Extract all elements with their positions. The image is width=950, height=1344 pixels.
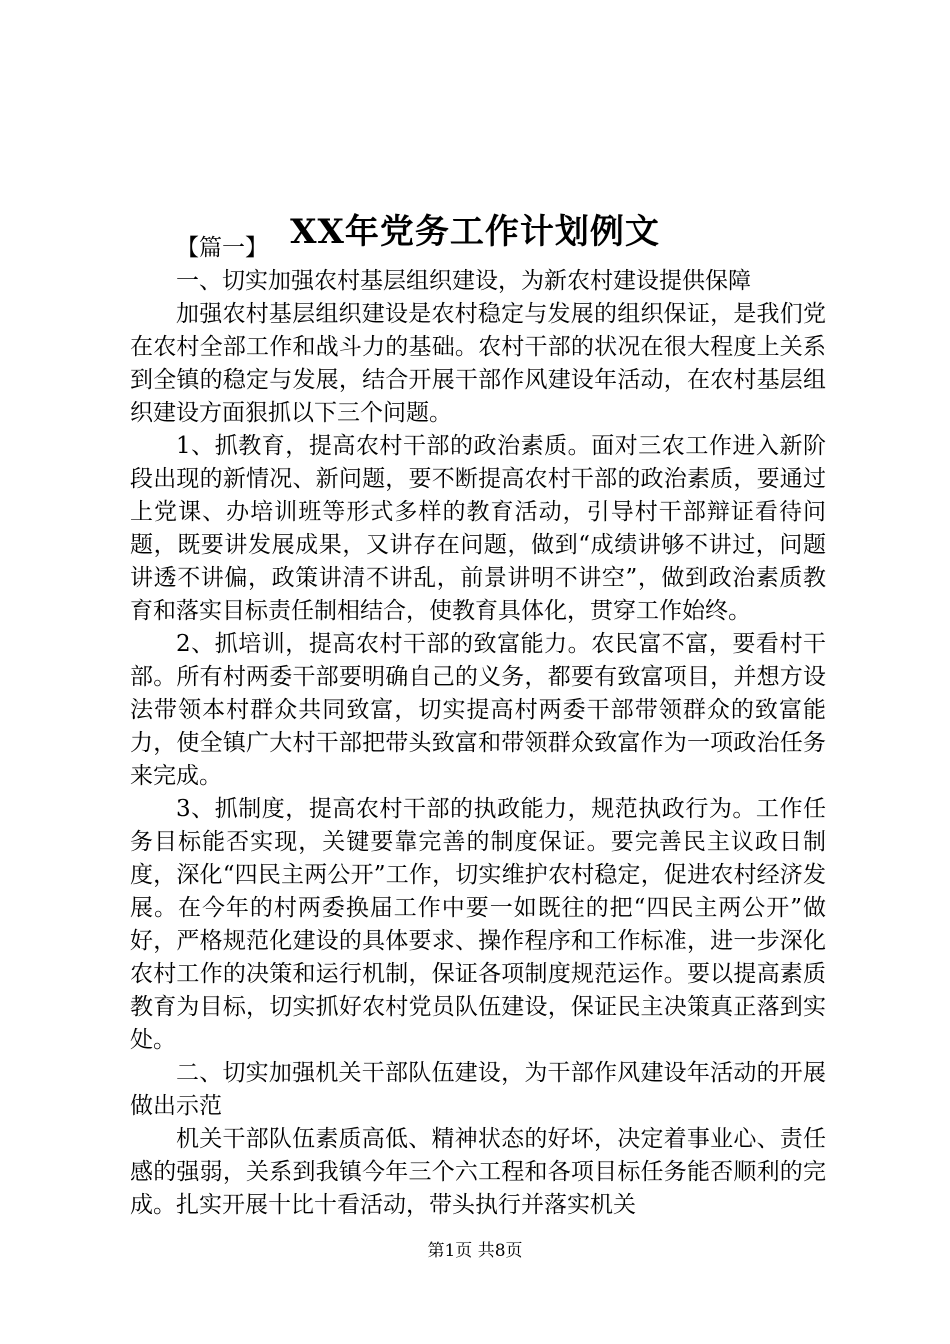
paragraph: 2、抓培训，提高农村干部的致富能力。农民富不富，要看村干部。所有村两委干部要明确自己的义务，都要有致富项目，并想方设法带领本村群众共同致富，切实提高村两委干部带领群众的致富能力，使全镇广大村干部把带头致富和带领群众致富作为一项政治任务来完成。 xyxy=(130,631,826,789)
page-number-footer: 第1页 共8页 xyxy=(427,1241,523,1261)
heading-part-one: 一、切实加强农村基层组织建设，为新农村建设提供保障 xyxy=(176,268,751,294)
section-label: 【篇一】 xyxy=(176,235,268,261)
paragraph: 加强农村基层组织建设是农村稳定与发展的组织保证，是我们党在农村全部工作和战斗力的基础。农村干部的状况在很大程度上关系到全镇的稳定与发展，结合开展干部作风建设年活动，在农村基层组织建设方面狠抓以下三个问题。 xyxy=(130,301,826,426)
document-title: XX年党务工作计划例文 xyxy=(290,211,660,252)
paragraph: 机关干部队伍素质高低、精神状态的好坏，决定着事业心、责任感的强弱，关系到我镇今年三个六工程和各项目标任务能否顺利的完成。扎实开展十比十看活动，带头执行并落实机关 xyxy=(130,1126,826,1218)
heading-part-two: 二、切实加强机关干部队伍建设，为干部作风建设年活动的开展做出示范 xyxy=(130,1060,826,1119)
paragraph: 1、抓教育，提高农村干部的政治素质。面对三农工作进入新阶段出现的新情况、新问题，要不断提高农村干部的政治素质，要通过上党课、办培训班等形式多样的教育活动，引导村干部辩证看待问题，既要讲发展成果，又讲存在问题，做到“成绩讲够不讲过，问题讲透不讲偏，政策讲清不讲乱，前景讲明不讲空”，做到政治素质教育和落实目标责任制相结合，使教育具体化，贯穿工作始终。 xyxy=(130,433,826,624)
paragraph: 3、抓制度，提高农村干部的执政能力，规范执政行为。工作任务目标能否实现，关键要靠完善的制度保证。要完善民主议政日制度，深化“四民主两公开”工作，切实维护农村稳定，促进农村经济发展。在今年的村两委换届工作中要一如既往的把“四民主两公开”做好，严格规范化建设的具体要求、操作程序和工作标准，进一步深化农村工作的决策和运行机制，保证各项制度规范运作。要以提高素质教育为目标，切实抓好农村党员队伍建设，保证民主决策真正落到实处。 xyxy=(130,796,826,1053)
document-body xyxy=(130,232,826,1222)
